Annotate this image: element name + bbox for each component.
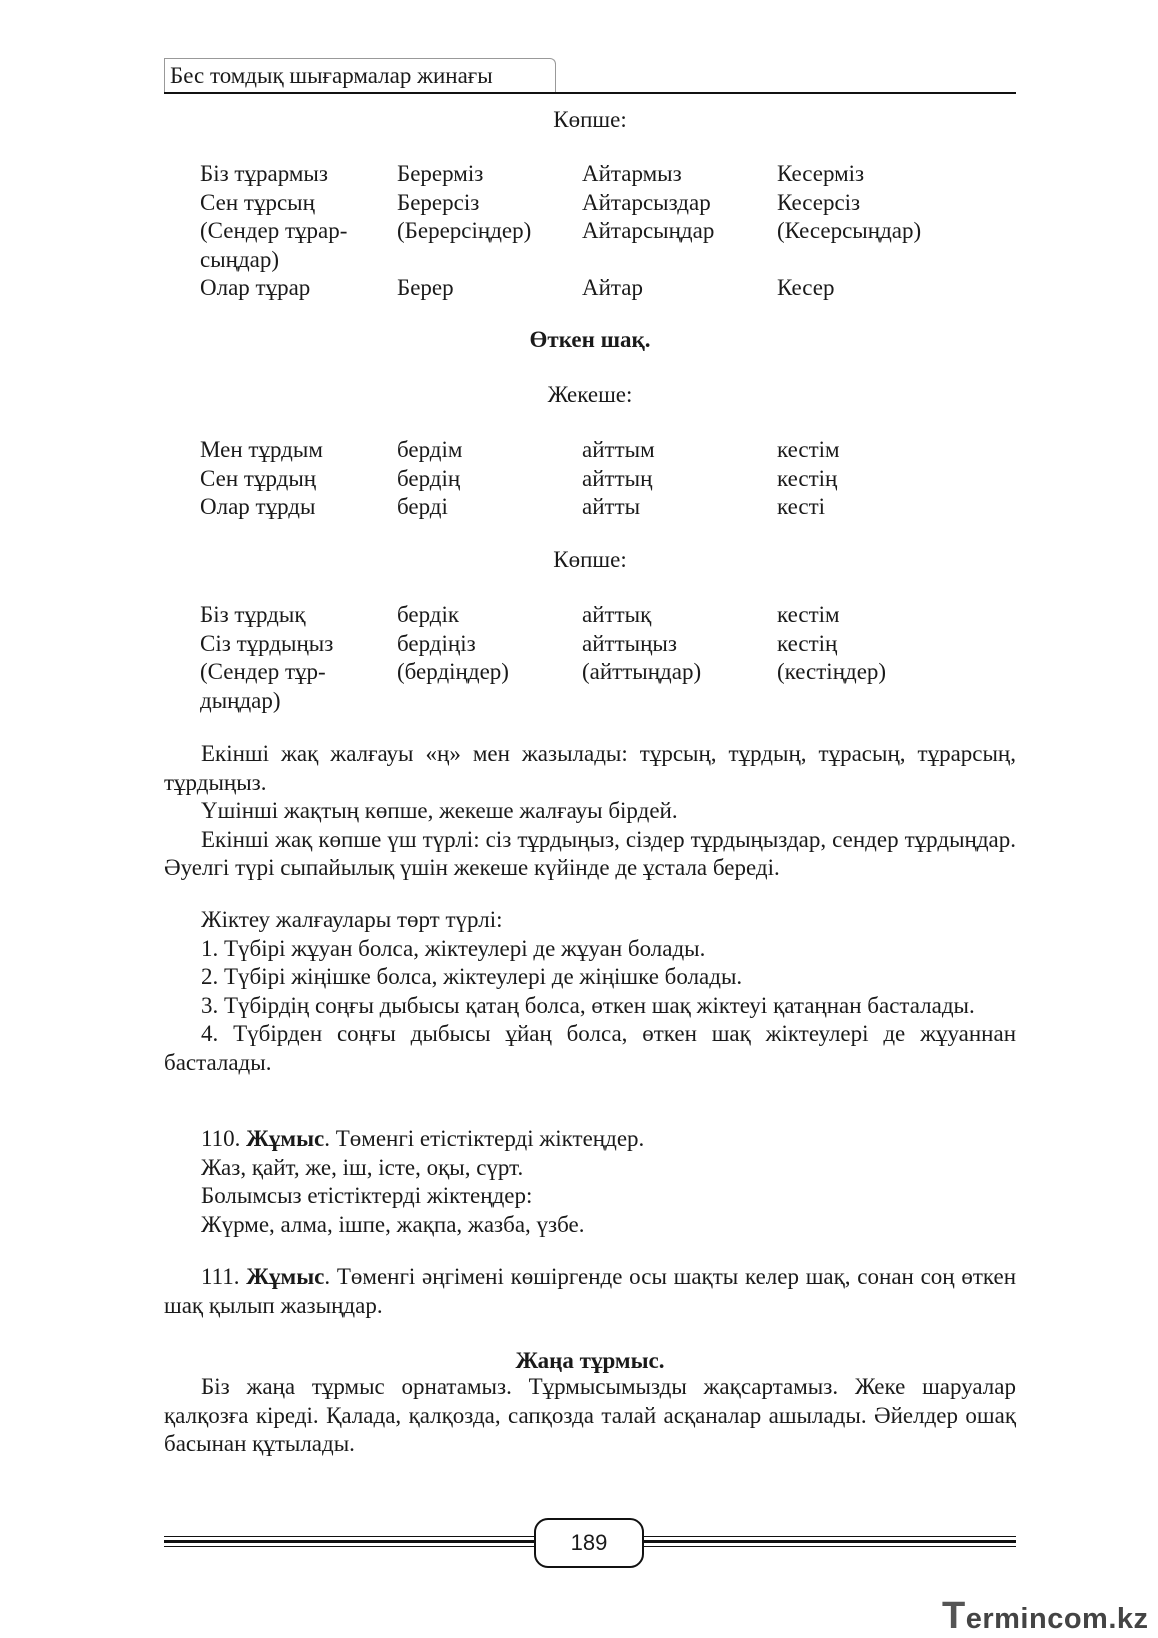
conjugation-rules bbox=[164, 906, 1016, 1078]
future-plural-cell: Кесерсіз bbox=[777, 189, 861, 215]
rule-4: 4. Түбірден соңғы дыбысы ұйаң болса, өткен шақ жіктеулері де жұуаннан басталады. bbox=[164, 1021, 1016, 1075]
rules-intro: Жіктеу жалғаулары төрт түрлі: bbox=[201, 907, 503, 932]
story-text: Біз жаңа тұрмыс орнатамыз. Тұрмысымызды жақсартамыз. Жеке шаруалар қалқозға кіреді. Қалада, қалқозда, сапқозда талай асқаналар ашылады. Әйелдер ошақ басынан құтылады. bbox=[164, 1374, 1016, 1457]
past-tense-heading: Өткен шақ. bbox=[529, 327, 651, 352]
past-singular-table bbox=[200, 436, 957, 522]
past-plural-cell: айттыңыз bbox=[582, 630, 677, 656]
exercise-110-title bbox=[164, 1125, 1016, 1154]
past-singular-cell: кестің bbox=[777, 465, 838, 491]
exercise-111 bbox=[164, 1263, 1016, 1320]
footer-rule-left-thin-2 bbox=[164, 1546, 534, 1547]
past-singular-cell: бердің bbox=[397, 465, 461, 491]
past-plural-row bbox=[200, 630, 957, 659]
future-plural-cell: Айтар bbox=[582, 275, 643, 301]
past-singular-cell: кестім bbox=[777, 437, 840, 462]
exercise-110-number: 110. bbox=[201, 1126, 247, 1151]
future-plural-cell: (Берерсіңдер) bbox=[397, 218, 532, 244]
exercise-111-number: 111. bbox=[201, 1264, 247, 1289]
past-plural-cell: бердіңіз bbox=[397, 630, 476, 656]
past-plural-cell: (кестіңдер) bbox=[777, 659, 887, 685]
past-plural-cell: бердік bbox=[397, 602, 460, 627]
past-plural-cell: Біз тұрдық bbox=[200, 602, 306, 627]
exercise-110-negative-verbs: Жүрме, алма, ішпе, жақпа, жазба, үзбе. bbox=[201, 1211, 585, 1237]
future-plural-cell bbox=[397, 246, 582, 275]
past-plural-row bbox=[200, 601, 957, 630]
running-header bbox=[164, 58, 1016, 96]
past-plural-cell bbox=[777, 687, 957, 716]
future-plural-cell: сыңдар) bbox=[200, 246, 280, 272]
past-singular-body bbox=[200, 436, 957, 522]
past-plural-cell: (бердіңдер) bbox=[397, 659, 509, 685]
future-plural-row bbox=[200, 160, 957, 189]
footer-rule-right-thin-2 bbox=[644, 1546, 1016, 1547]
past-plural-cell: дыңдар) bbox=[200, 687, 281, 713]
past-singular-row bbox=[200, 493, 957, 522]
exercise-110-task: . Төменгі етістіктерді жіктеңдер. bbox=[324, 1126, 645, 1151]
future-plural-row bbox=[200, 246, 957, 275]
past-plural-cell bbox=[582, 687, 777, 716]
note-third-person: Үшінші жақтың көпше, жекеше жалғауы бірдей. bbox=[201, 798, 678, 824]
grammar-notes bbox=[164, 740, 1016, 883]
footer-rule-right-thin bbox=[644, 1536, 1016, 1537]
future-plural-cell: Берерсіз bbox=[397, 189, 480, 215]
footer-rule-left-thick bbox=[164, 1540, 534, 1543]
past-plural-row bbox=[200, 658, 957, 687]
future-plural-cell: Сен тұрсың bbox=[200, 189, 315, 215]
past-singular-cell: айтты bbox=[582, 494, 641, 520]
future-plural-row bbox=[200, 217, 957, 246]
past-plural-cell: Сіз тұрдыңыз bbox=[200, 630, 334, 656]
rule-2: 2. Түбірі жіңішке болса, жіктеулері де жіңішке болады. bbox=[201, 964, 743, 990]
future-plural-table bbox=[200, 160, 957, 303]
future-plural-cell: Айтармыз bbox=[582, 161, 682, 186]
past-plural-cell: кестім bbox=[777, 602, 840, 627]
footer-rule-left-thin bbox=[164, 1536, 534, 1537]
past-singular-cell: айттың bbox=[582, 465, 653, 491]
note-second-plural: Екінші жақ көпше үш түрлі: сіз тұрдыңыз, сіздер тұрдыңыздар, сендер тұрдыңдар. Әуелгі түрі сыпайылық үшін жекеше күйінде де ұстала береді. bbox=[164, 826, 1016, 881]
past-singular-cell: айттым bbox=[582, 437, 655, 462]
past-plural-body bbox=[200, 601, 957, 715]
exercise-110 bbox=[164, 1125, 1016, 1239]
past-singular-cell: Олар тұрды bbox=[200, 494, 316, 520]
past-singular-row bbox=[200, 465, 957, 494]
rule-1: 1. Түбірі жұуан болса, жіктеулері де жұуан болады. bbox=[201, 935, 706, 961]
future-plural-cell: Біз тұрармыз bbox=[200, 161, 328, 186]
header-rule bbox=[164, 92, 1016, 94]
story-body bbox=[164, 1373, 1016, 1459]
future-plural-cell: Олар тұрар bbox=[200, 275, 311, 301]
exercise-110-negative-task: Болымсыз етістіктерді жіктеңдер: bbox=[201, 1183, 533, 1209]
future-plural-cell bbox=[582, 246, 777, 275]
past-plural-cell bbox=[397, 687, 582, 716]
past-singular-cell: Сен тұрдың bbox=[200, 465, 317, 491]
past-plural-cell: айттық bbox=[582, 602, 652, 627]
exercise-111-task: . Төменгі әңгімені көшіргенде осы шақты келер шақ, сонан соң өткен шақ қылып жазыңдар. bbox=[164, 1264, 1016, 1318]
past-plural-cell: (айттыңдар) bbox=[582, 659, 702, 685]
logo-rest: ermincom.kz bbox=[965, 1603, 1149, 1635]
past-singular-cell: Мен тұрдым bbox=[200, 437, 323, 462]
past-plural-row bbox=[200, 687, 957, 716]
future-plural-cell: Айтарсыңдар bbox=[582, 218, 715, 244]
past-plural-table bbox=[200, 601, 957, 715]
future-plural-row bbox=[200, 274, 957, 303]
past-plural-cell: (Сендер тұр- bbox=[200, 659, 326, 685]
exercise-110-verbs: Жаз, қайт, же, іш, істе, оқы, сүрт. bbox=[201, 1154, 524, 1180]
past-plural-cell: кестің bbox=[777, 630, 838, 656]
header-title: Бес томдық шығармалар жинағы bbox=[170, 63, 493, 88]
future-plural-cell bbox=[777, 246, 957, 275]
future-plural-cell: Кесер bbox=[777, 275, 835, 301]
past-singular-cell: кесті bbox=[777, 494, 826, 520]
exercise-111-title bbox=[164, 1263, 1016, 1320]
past-singular-cell: бердім bbox=[397, 437, 463, 462]
footer-rule-right-thick bbox=[644, 1540, 1016, 1543]
exercise-111-word: Жұмыс bbox=[246, 1264, 325, 1289]
rule-3: 3. Түбірдің соңғы дыбысы қатаң болса, өткен шақ жіктеуі қатаңнан басталады. bbox=[201, 992, 975, 1018]
page-number: 189 bbox=[534, 1518, 644, 1568]
future-plural-cell: Кесерміз bbox=[777, 161, 865, 186]
plural-label-2: Көпше: bbox=[553, 547, 627, 572]
future-plural-cell: (Кесерсыңдар) bbox=[777, 218, 922, 244]
singular-label: Жекеше: bbox=[547, 382, 633, 407]
future-plural-cell: Берер bbox=[397, 275, 454, 301]
future-plural-row bbox=[200, 189, 957, 218]
logo-first-letter: T bbox=[942, 1595, 966, 1637]
future-plural-cell: Берерміз bbox=[397, 161, 484, 186]
note-second-person: Екінші жақ жалғауы «ң» мен жазылады: тұрсың, тұрдың, тұрасың, тұрарсың, тұрдыңыз. bbox=[164, 741, 1016, 795]
future-plural-cell: (Сендер тұрар- bbox=[200, 218, 348, 244]
past-singular-row bbox=[200, 436, 957, 465]
future-plural-cell: Айтарсыздар bbox=[582, 189, 711, 215]
future-plural-body bbox=[200, 160, 957, 303]
past-singular-cell: берді bbox=[397, 494, 448, 520]
exercise-110-word: Жұмыс bbox=[246, 1126, 325, 1151]
page-footer bbox=[164, 1518, 1016, 1568]
story-title: Жаңа тұрмыс. bbox=[515, 1348, 665, 1373]
plural-label-1: Көпше: bbox=[553, 107, 627, 132]
termincom-logo bbox=[942, 1595, 1149, 1638]
